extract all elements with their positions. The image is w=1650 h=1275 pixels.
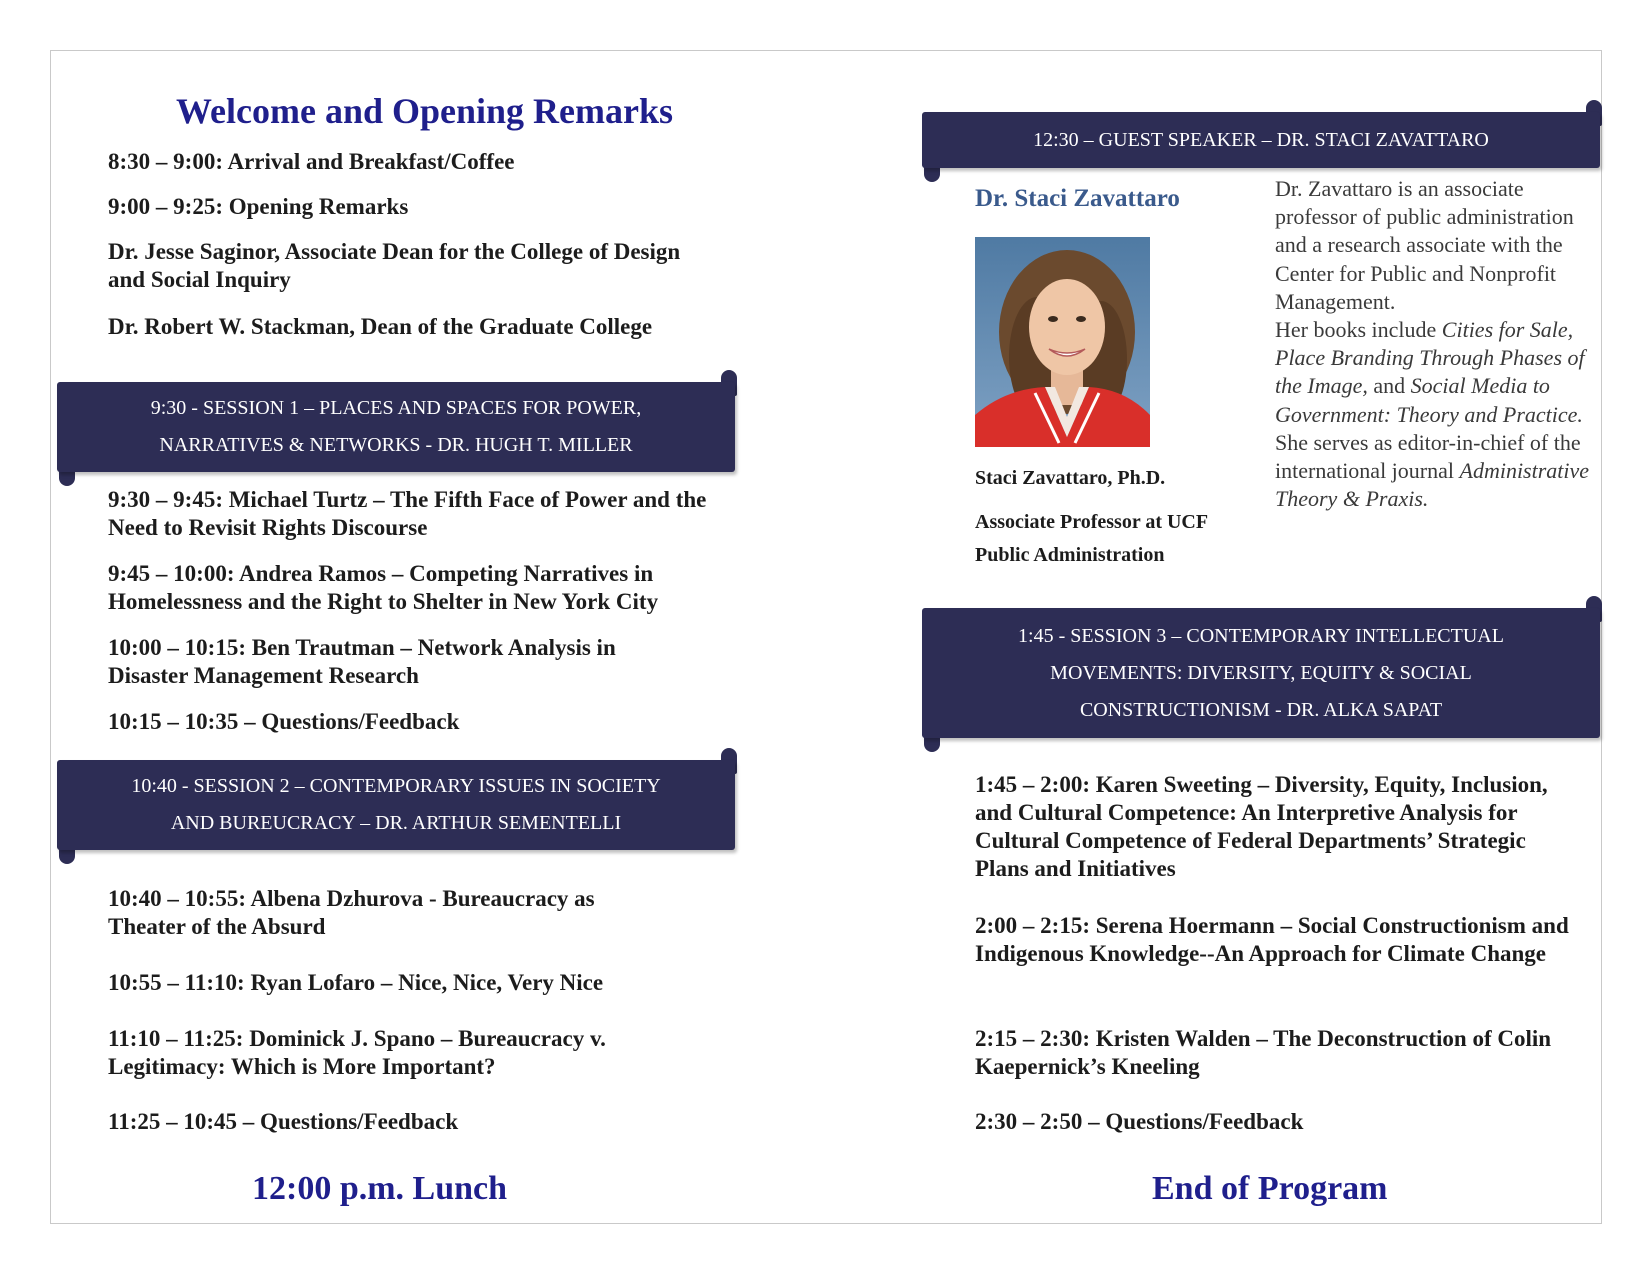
session-2-heading-line: AND BUREUCRACY – DR. ARTHUR SEMENTELLI <box>170 812 622 834</box>
speaker-name: Dr. Staci Zavattaro <box>975 185 1180 212</box>
schedule-item: 2:15 – 2:30: Kristen Walden – The Deconstruction of Colin Kaepernick’s Kneeling <box>975 1026 1552 1079</box>
lunch-footer: 12:00 p.m. Lunch <box>252 1170 508 1207</box>
bio-paragraph: Her books include Cities for Sale, Place Branding Through Phases of the Image, and Social Media to Government: Theory and Practice. <box>1275 317 1585 427</box>
guest-speaker-heading: 12:30 – GUEST SPEAKER – DR. STACI ZAVATTARO <box>1033 128 1489 151</box>
schedule-item: Dr. Jesse Saginor, Associate Dean for the College of Design and Social Inquiry <box>108 239 681 292</box>
schedule-item: 10:55 – 11:10: Ryan Lofaro – Nice, Nice, Very Nice <box>108 970 604 995</box>
speaker-photo <box>975 237 1150 447</box>
welcome-title: Welcome and Opening Remarks <box>176 91 674 131</box>
session-3-heading-line: 1:45 - SESSION 3 – CONTEMPORARY INTELLECTUAL <box>1018 624 1504 647</box>
schedule-item: 11:10 – 11:25: Dominick J. Spano – Bureaucracy v. Legitimacy: Which is More Important? <box>108 1026 606 1079</box>
speaker-caption-name: Staci Zavattaro, Ph.D. <box>975 467 1166 489</box>
schedule-item: 11:25 – 10:45 – Questions/Feedback <box>108 1109 459 1134</box>
schedule-item: 10:40 – 10:55: Albena Dzhurova - Bureaucracy as Theater of the Absurd <box>108 886 595 939</box>
schedule-item: Dr. Robert W. Stackman, Dean of the Graduate College <box>108 314 653 339</box>
session-1-heading-line: 9:30 - SESSION 1 – PLACES AND SPACES FOR POWER, <box>150 397 642 419</box>
session-1-banner <box>57 382 735 472</box>
schedule-item: 2:30 – 2:50 – Questions/Feedback <box>975 1109 1304 1134</box>
session-2-banner <box>57 760 735 850</box>
speaker-bio <box>1275 175 1595 513</box>
speaker-portrait <box>975 237 1150 447</box>
schedule-item: 10:15 – 10:35 – Questions/Feedback <box>108 709 460 734</box>
schedule-item: 8:30 – 9:00: Arrival and Breakfast/Coffee <box>108 149 515 174</box>
schedule-item: 1:45 – 2:00: Karen Sweeting – Diversity, Equity, Inclusion, and Cultural Competence: An Interpretive Analysis for Cultural Competence of Federal Departments’ Strategic Plans and Initiatives <box>975 772 1548 881</box>
session-3-banner <box>922 608 1600 738</box>
end-of-program-footer: End of Program <box>1152 1170 1388 1207</box>
session-1-heading-line: NARRATIVES & NETWORKS - DR. HUGH T. MILLER <box>159 434 633 456</box>
bio-paragraph: Dr. Zavattaro is an associate professor of public administration and a research associate with the Center for Public and Nonprofit Management. <box>1275 176 1574 314</box>
schedule-item: 2:00 – 2:15: Serena Hoermann – Social Constructionism and Indigenous Knowledge--An Approach for Climate Change <box>975 913 1569 966</box>
schedule-item: 9:00 – 9:25: Opening Remarks <box>108 194 409 219</box>
speaker-caption-title: Associate Professor at UCF <box>975 511 1209 533</box>
session-3-heading-line: MOVEMENTS: DIVERSITY, EQUITY & SOCIAL <box>1050 661 1472 684</box>
schedule-item: 9:30 – 9:45: Michael Turtz – The Fifth Face of Power and the Need to Revisit Rights Discourse <box>108 487 707 540</box>
session-2-heading-line: 10:40 - SESSION 2 – CONTEMPORARY ISSUES IN SOCIETY <box>131 775 661 797</box>
guest-speaker-banner <box>922 112 1600 168</box>
bio-paragraph: She serves as editor-in-chief of the international journal Administrative Theory & Praxis. <box>1275 429 1590 512</box>
schedule-item: 9:45 – 10:00: Andrea Ramos – Competing Narratives in Homelessness and the Right to Shelter in New York City <box>108 561 659 614</box>
speaker-caption-title: Public Administration <box>975 544 1165 566</box>
schedule-item: 10:00 – 10:15: Ben Trautman – Network Analysis in Disaster Management Research <box>108 635 616 688</box>
session-3-heading-line: CONSTRUCTIONISM - DR. ALKA SAPAT <box>1079 698 1443 721</box>
